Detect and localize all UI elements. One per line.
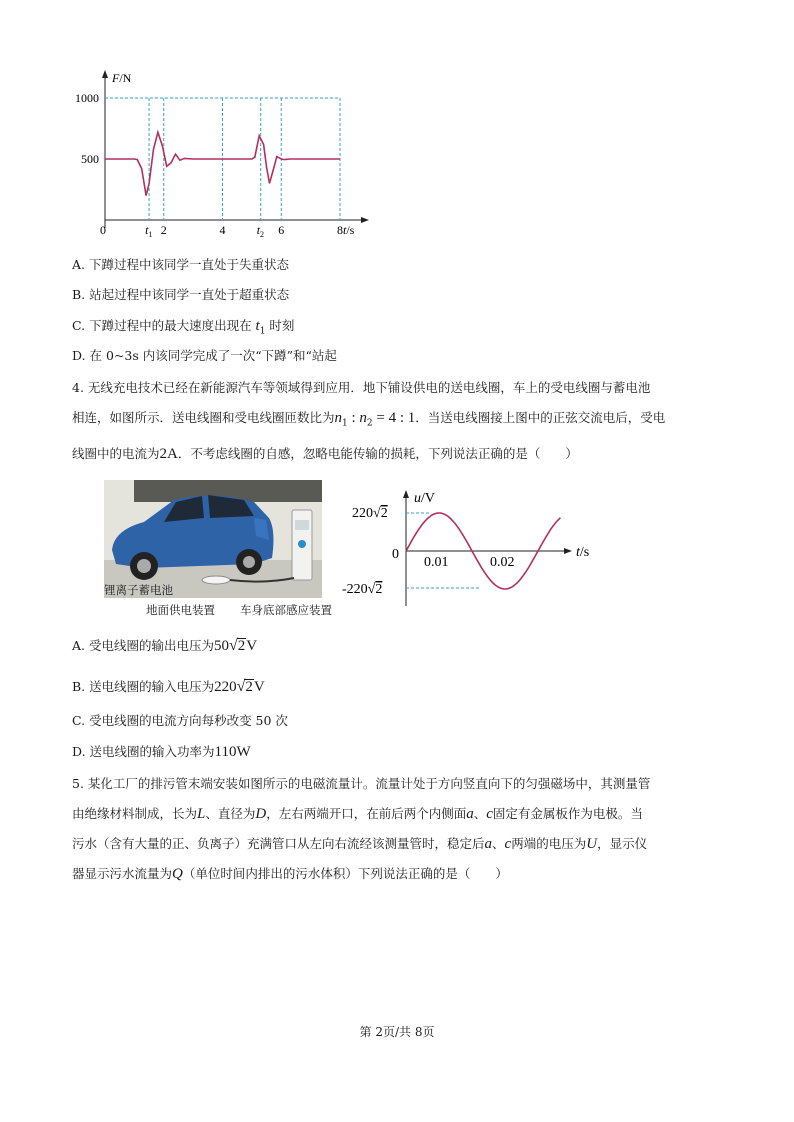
- x-tick-label: 6: [278, 223, 285, 237]
- q3-option-c: [72, 317, 294, 341]
- q4-n1: n: [334, 410, 343, 426]
- x-axis-arrow: [361, 217, 369, 223]
- q5-line-3a: 污水（含有大量的正、负离子）充满管口从左向右流经该测量管时，稳定后: [72, 836, 485, 851]
- q5-line-2c: ，左右两端开口，在前后两个内侧面: [266, 806, 467, 821]
- q4-option-b-unit: V: [253, 679, 265, 695]
- x-tick-label: 8: [337, 223, 343, 237]
- q4-colon: :: [347, 410, 360, 426]
- u-axis-arrow: [403, 490, 409, 498]
- q5-line-2e: 固定有金属板作为电极。当: [492, 806, 643, 821]
- x-special-tick-label: $t_1$: [145, 223, 153, 239]
- t-tick-0.02: 0.02: [490, 555, 515, 570]
- voltage-time-chart: [340, 486, 600, 610]
- u-axis-label: u/V: [414, 491, 435, 506]
- q4-line-1: 4. 无线充电技术已经在新能源汽车等领域得到应用．地下铺设供电的送电线圈，车上的受电线圈与蓄电池: [72, 380, 651, 395]
- q5-var-L: L: [197, 806, 206, 822]
- q4-line-3b: ．不考虑线圈的自感，忽略电能传输的损耗，下列说法正确的是（ ）: [177, 445, 578, 461]
- q4-option-c: C. 受电线圈的电流方向每秒改变 50 次: [72, 713, 288, 728]
- q5-line-4: [72, 859, 724, 889]
- q4-current: 2A: [159, 445, 178, 462]
- q5-line-3b: 两端的电压为: [511, 836, 587, 851]
- x-axis-label: t/s: [343, 223, 355, 237]
- q4-option-a-text: A. 受电线圈的输出电压为: [72, 638, 214, 653]
- q4-option-a: [72, 636, 257, 656]
- q5-line-2: [72, 799, 724, 829]
- q4-option-d-text: D. 送电线圈的输入功率为: [72, 744, 215, 759]
- x-special-tick-label: $t_2$: [256, 223, 265, 239]
- q4-sub1: 1: [342, 418, 348, 429]
- t-tick-0.01: 0.01: [424, 555, 449, 570]
- q3-option-c-text: C. 下蹲过程中的最大速度出现在: [72, 318, 256, 333]
- q5-var-c-2: c: [504, 836, 512, 852]
- y-tick-label: 500: [81, 152, 99, 166]
- t-axis-label: t/s: [576, 545, 590, 560]
- y-axis-label: F/N: [112, 71, 132, 85]
- q4-line-2b: ．当送电线圈接上图中的正弦交流电后，受电: [415, 410, 666, 425]
- q5-line-2a: 由绝缘材料制成，长为: [72, 806, 198, 821]
- q5-var-a-2: a: [484, 836, 493, 852]
- q4-option-b-text: B. 送电线圈的输入电压为: [72, 679, 215, 694]
- q4-option-b: [72, 677, 265, 697]
- sqrt-sign: √: [228, 637, 238, 654]
- q4-sub2: 2: [366, 418, 373, 429]
- q3-option-b: B. 站起过程中该同学一直处于超重状态: [72, 287, 290, 302]
- q5-var-c: c: [486, 806, 493, 822]
- label-battery: 锂离子蓄电池: [104, 583, 173, 597]
- q4-line-2a: 相连，如图所示．送电线圈和受电线圈匝数比为: [72, 410, 335, 425]
- q5-var-Q: Q: [172, 866, 183, 882]
- x-tick-label: 0: [100, 223, 106, 237]
- q4-option-d-value: 110W: [214, 744, 251, 760]
- y-tick-label: 1000: [75, 91, 99, 105]
- u-tick-peak: 220√2: [352, 506, 388, 521]
- q4-option-b-num: 220: [214, 679, 237, 695]
- q5-stem: [72, 769, 724, 889]
- q5-line-4a: 器显示污水流量为: [72, 866, 173, 881]
- label-chassis-device: 车身底部感应装置: [240, 603, 332, 617]
- q5-line-2d: 、: [473, 806, 487, 821]
- q5-var-a: a: [466, 806, 474, 822]
- page-footer: 第 2页/共 8页: [359, 1025, 435, 1039]
- q4-stem: [72, 373, 724, 469]
- q4-line-2: [72, 403, 724, 439]
- x-tick-label: 4: [219, 223, 226, 237]
- q3-option-c-text-end: 时刻: [265, 318, 295, 333]
- q5-line-2b: 、直径为: [205, 806, 256, 821]
- q3-option-a: A. 下蹲过程中该同学一直处于失重状态: [72, 257, 289, 272]
- q4-option-a-radicand: 2: [237, 638, 246, 654]
- u-tick-trough: -220√2: [342, 582, 383, 597]
- q5-line-1: 5. 某化工厂的排污管末端安装如图所示的电磁流量计。流量计处于方向竖直向下的匀强磁场中，其测量管: [72, 776, 651, 791]
- y-axis-arrow: [102, 70, 108, 78]
- ev-charging-photo: [104, 480, 322, 598]
- q4-line-3: [72, 439, 724, 469]
- q5-sep: 、: [492, 836, 505, 851]
- q4-option-d: [72, 742, 251, 762]
- t-axis-arrow: [564, 548, 572, 554]
- x-tick-label: 2: [160, 223, 167, 237]
- u-tick-zero: 0: [392, 547, 399, 562]
- q4-line-3a: 线圈中的电流为: [72, 445, 160, 461]
- q4-option-a-num: 50: [213, 638, 229, 654]
- q4-option-b-radicand: 2: [245, 679, 253, 695]
- force-time-chart: [60, 60, 380, 240]
- q5-line-3c: ，显示仪: [597, 836, 648, 851]
- q5-var-D: D: [255, 806, 267, 822]
- label-ground-device: 地面供电装置: [146, 603, 215, 617]
- q4-option-a-unit: V: [246, 638, 258, 654]
- q3-option-c-sub: 1: [259, 326, 266, 337]
- q5-line-4b: （单位时间内排出的污水体积）下列说法正确的是（ ）: [182, 866, 508, 881]
- q3-option-d: D. 在 0~3s 内该同学完成了一次“下蹲”和“站起: [72, 348, 337, 363]
- q5-line-3: [72, 829, 724, 859]
- q4-n2: n: [359, 410, 367, 426]
- q3-option-c-var: t: [255, 318, 260, 334]
- q5-var-U: U: [586, 836, 598, 852]
- ev-charging-illustration: [104, 480, 322, 598]
- q4-ratio: = 4 : 1: [372, 410, 416, 426]
- sqrt-sign: √: [236, 678, 246, 695]
- ground-pad: [202, 576, 230, 584]
